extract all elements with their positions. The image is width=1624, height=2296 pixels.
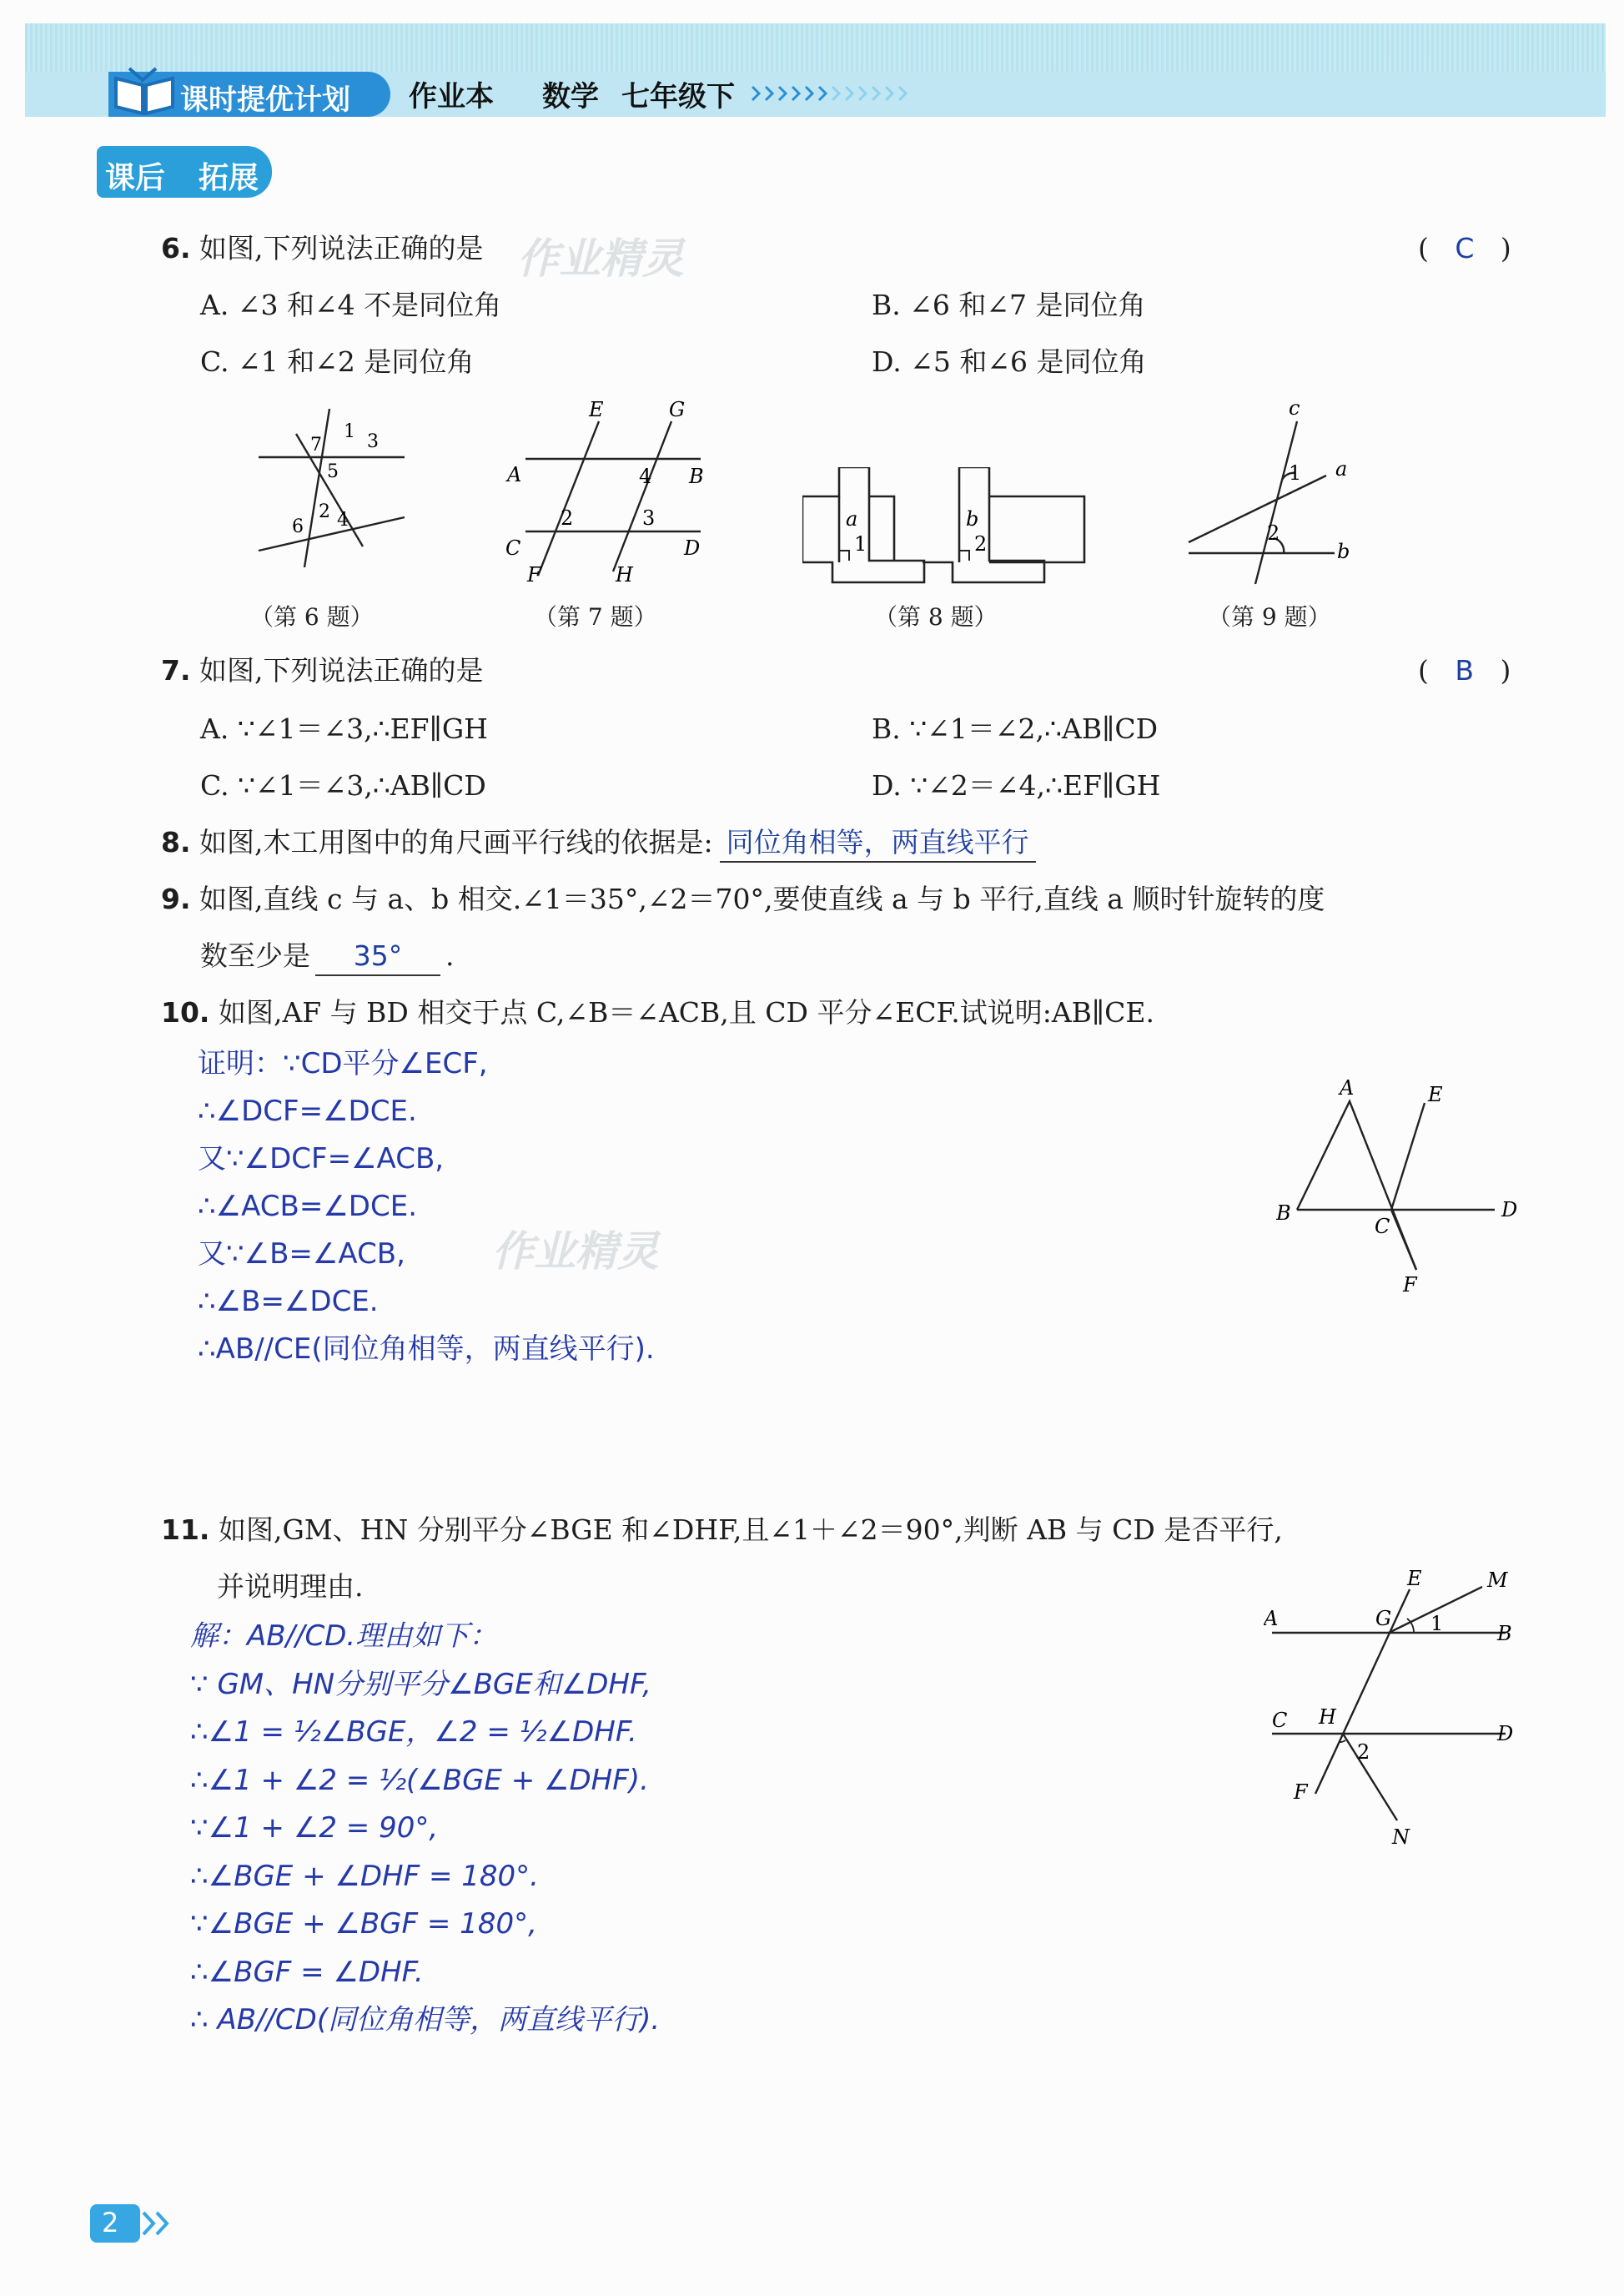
q11-number: 11. [161,1513,210,1546]
q10-number: 10. [161,996,210,1029]
q10-solution-line: ∴AB//CE(同位角相等，两直线平行). [198,1332,655,1366]
q10-solution-line: 又∵∠DCF=∠ACB, [198,1142,445,1176]
q6-option-d: D. ∠5 和∠6 是同位角 [872,345,1147,378]
q7-answer-box: ( B ) [1418,654,1511,687]
q10-solution [198,1045,655,1377]
watermark: 作业精灵 [492,1227,659,1276]
q7-option-d: D. ∵∠2＝∠4,∴EF∥GH [872,769,1161,802]
q9-line2-end: . [445,939,455,972]
f7-label: 4 [639,465,652,488]
figure-6 [250,400,417,567]
f11-label: M [1487,1568,1508,1592]
q11-line1: 如图,GM、HN 分别平分∠BGE 和∠DHF,且∠1＋∠2＝90°,判断 AB 与 CD 是否平行, [218,1513,1283,1546]
f7-label: H [616,563,633,587]
f11-label: D [1497,1722,1514,1745]
figure-7 [492,396,709,597]
q7-option-b: B. ∵∠1＝∠2,∴AB∥CD [872,712,1159,745]
f9-label: b [1337,540,1350,563]
figure-9 [1180,396,1372,588]
f11-label: H [1319,1705,1336,1729]
f8-label: a [846,507,858,531]
header-book: 作业本 [409,80,494,113]
q6-answer-box: ( C ) [1418,232,1511,264]
f9-label: c [1289,396,1300,420]
q9-number: 9. [161,883,191,915]
q10-solution-line: 证明：∵CD平分∠ECF, [198,1047,488,1080]
header-subject: 数学 [542,80,599,113]
q8-stem [161,824,1036,863]
f10-label: D [1501,1198,1518,1221]
f7-label: G [669,398,686,421]
f6-label: 1 [344,421,355,442]
f10-label: E [1428,1083,1443,1106]
q11-solution-line: ∵∠1 + ∠2 = 90°, [190,1811,439,1845]
f7-label: E [589,398,604,421]
f7-label: B [689,465,704,488]
f6-label: 5 [327,461,339,482]
q7-number: 7. [161,654,191,687]
q10-solution-line: ∴∠B=∠DCE. [198,1285,379,1318]
q11-solution-line: ∵∠BGE + ∠BGF = 180°, [190,1907,537,1941]
f11-label: C [1272,1709,1288,1732]
q11-solution-line: ∴∠BGF = ∠DHF. [190,1955,424,1989]
f6-label: 6 [292,516,304,537]
q6-option-a: A. ∠3 和∠4 不是同位角 [200,289,502,321]
chevron-right-icon [140,2209,173,2238]
f6-label: 4 [337,510,349,531]
q7-answer: B [1455,654,1474,687]
f11-label: 2 [1357,1740,1370,1764]
f7-label: A [507,463,522,486]
book-icon [113,62,176,115]
q10-stem [161,994,1154,1031]
f11-label: N [1392,1825,1410,1849]
q10-solution-line: ∴∠ACB=∠DCE. [198,1190,418,1223]
caption-fig6: （第 6 题） [250,603,374,631]
f9-label: a [1335,457,1348,481]
f7-label: F [527,563,541,587]
figure-8 [802,467,1086,601]
caption-fig9: （第 9 题） [1208,603,1331,631]
q11-stem [161,1512,1283,1548]
section-tag [97,146,272,198]
watermark: 作业精灵 [517,234,684,283]
f11-label: 1 [1430,1612,1444,1635]
q11-solution-line: 解：AB//CD.理由如下： [190,1619,498,1653]
f7-label: 3 [642,506,656,530]
q11-solution [190,1617,660,2049]
q11-solution-line: ∵ GM、HN分别平分∠BGE和∠DHF, [190,1667,651,1701]
f10-label: F [1403,1273,1417,1293]
q9-answer: 35° [315,938,440,976]
q6-text: 如图,下列说法正确的是 [199,232,484,264]
q9-line1: 如图,直线 c 与 a、b 相交.∠1＝35°,∠2＝70°,要使直线 a 与 b 平行,直线 a 顺时针旋转的度 [199,883,1325,915]
q11-solution-line: ∴ AB//CD(同位角相等，两直线平行). [190,2003,661,2037]
q8-number: 8. [161,826,191,858]
f6-label: 3 [367,431,379,452]
section-tag-right: 拓展 [199,161,259,195]
f6-label: 7 [310,435,322,456]
f9-label: 2 [1267,521,1280,545]
q8-text: 如图,木工用图中的角尺画平行线的依据是: [199,826,713,858]
f7-label: D [684,536,701,560]
q6-option-c: C. ∠1 和∠2 是同位角 [200,345,475,378]
f11-label: F [1294,1780,1308,1804]
caption-fig8: （第 8 题） [874,603,998,631]
f8-label: 2 [974,532,988,556]
f8-label: 1 [854,532,867,556]
q11-solution-line: ∴∠1 = ½∠BGE，∠2 = ½∠DHF. [190,1715,637,1749]
f10-label: B [1276,1201,1291,1225]
q10-text: 如图,AF 与 BD 相交于点 C,∠B＝∠ACB,且 CD 平分∠ECF.试说明:AB∥CE. [218,996,1154,1029]
f9-label: 1 [1289,461,1302,485]
f6-label: 2 [319,501,330,522]
q10-solution-line: 又∵∠B=∠ACB, [198,1237,405,1271]
figure-10 [1276,1076,1526,1293]
header-grade: 七年级下 [621,80,735,113]
q11-line2: 并说明理由. [217,1570,364,1603]
f8-label: b [966,507,979,531]
q9-line2 [200,938,455,976]
q7-option-a: A. ∵∠1＝∠3,∴EF∥GH [200,712,488,745]
q10-solution-line: ∴∠DCF=∠DCE. [198,1095,417,1128]
q6-answer: C [1455,232,1475,264]
f7-label: 2 [561,506,574,530]
f11-label: B [1497,1622,1512,1645]
q7-option-c: C. ∵∠1＝∠3,∴AB∥CD [200,769,486,802]
f11-label: G [1375,1607,1392,1630]
q11-solution-line: ∴∠1 + ∠2 = ½(∠BGE + ∠DHF). [190,1763,649,1797]
brand-title: 课时提优计划 [180,83,350,117]
caption-fig7: （第 7 题） [534,603,657,631]
figure-11 [1264,1568,1539,1852]
page-number: 2 [102,2207,119,2238]
f11-label: A [1264,1607,1279,1630]
q6-number: 6. [161,232,191,264]
f10-label: C [1375,1215,1390,1238]
q11-solution-line: ∴∠BGE + ∠DHF = 180°. [190,1859,539,1893]
q7-text: 如图,下列说法正确的是 [199,654,484,687]
q8-answer: 同位角相等，两直线平行 [720,824,1036,863]
f10-label: A [1340,1076,1355,1100]
q6-stem [161,230,484,267]
q9-stem [161,881,1325,918]
q9-line2-text: 数至少是 [200,939,310,972]
page-number-badge [90,2204,140,2243]
chevrons-decoration [751,83,926,103]
f7-label: C [505,536,521,560]
f11-label: E [1407,1568,1422,1590]
section-tag-left: 课后 [105,161,166,195]
q7-stem [161,652,484,689]
q6-option-b: B. ∠6 和∠7 是同位角 [872,289,1146,321]
